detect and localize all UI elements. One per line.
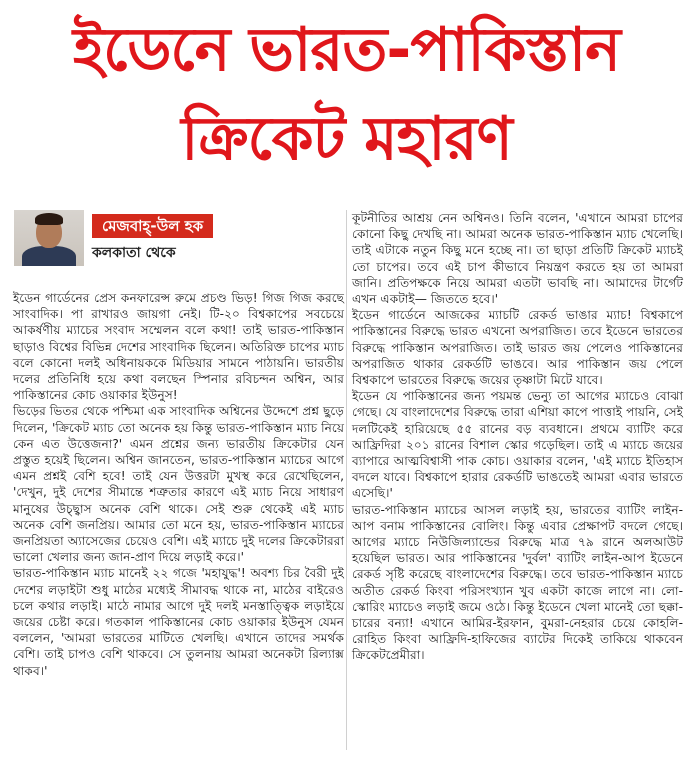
author-name: মেজবাহ্-উল হক	[92, 214, 213, 238]
article-column-right	[352, 210, 683, 664]
paragraph: ইডেন গার্ডেনের প্রেস কনফারেন্স রুমে প্রচণ্ড ভিড়! গিজ গিজ করছে সাংবাদিক। পা রাখারও জায়গা নেই। টি-২০ বিশ্বকাপের সবচেয়ে আকর্ষণীয় ম্যাচের সংবাদ সম্মেলন বলে কথা! তাই ভারত-পাকিস্তান ছাড়াও বিশ্বের বিভিন্ন দেশের সাংবাদিক ছিলেন। অতিরিক্ত চাপের ম্যাচ বলে কোনো দলই অধিনায়ককে মিডিয়ার সামনে পাঠায়নি। ভারতীয় দলের প্রতিনিধি হয়ে কথা বলছেন স্পিনার রবিচন্দন অশ্বিন, আর পাকিস্তানের কোচ ওয়াকার ইউনুস!	[13, 291, 344, 403]
paragraph: ইডেন গার্ডেনে আজকের ম্যাচটি রেকর্ড ভাঙার ম্যাচ! বিশ্বকাপে পাকিস্তানের বিরুদ্ধে ভারত এখনো অপরাজিত। তবে ইডেনে ভারতের বিরুদ্ধে পাকিস্তান অপরাজিত। তাই ভারত জয় পেলেও পাকিস্তানের অপরাজিত থাকার রেকর্ডটি ভাঙবে। আর পাকিস্তান জয় পেলে বিশ্বকাপে ভারতের বিরুদ্ধে জয়ের তৃষ্ণাটা মিটে যাবে।	[352, 308, 683, 388]
paragraph: ইডেন যে পাকিস্তানের জন্য পয়মন্ত ভেন্যু তা আগের ম্যাচেও বোঝা গেছে। যে বাংলাদেশের বিরুদ্ধে তারা এশিয়া কাপে পাত্তাই পায়নি, সেই দলটিকেই হারিয়েছে ৫৫ রানের বড় ব্যবধানে। প্রথমে ব্যাটিং করে আফ্রিদিরা ২০১ রানের বিশাল স্কোর গড়েছিল। তাই এ ম্যাচে জয়ের ব্যাপারে আত্মবিশ্বাসী পাক কোচ। ওয়াকার বলেন, 'এই ম্যাচে ইতিহাস বদলে যাবে। বিশ্বকাপে হারার রেকর্ডটি ভাঙতেই আমরা এবার ভারতে এসেছি।'	[352, 389, 683, 501]
headline	[0, 4, 693, 182]
column-divider	[346, 210, 347, 750]
paragraph: ভারত-পাকিস্তান ম্যাচের আসল লড়াই হয়, ভারতের ব্যাটিং লাইন-আপ বনাম পাকিস্তানের বোলিং। কিন্তু এবার প্রেক্ষাপট বদলে গেছে। আগের ম্যাচে নিউজিল্যান্ডের বিরুদ্ধে মাত্র ৭৯ রানে অলআউট হয়েছিল ভারত। আর পাকিস্তানের 'দুর্বল' ব্যাটিং লাইন-আপ ইডেনে রেকর্ড সৃষ্টি করেছে বাংলাদেশের বিরুদ্ধে। তবে ভারত-পাকিস্তান ম্যাচে অতীত রেকর্ড কিংবা পরিসংখ্যান খুব একটা কাজে লাগে না। লো-স্কোরিং ম্যাচেও লড়াই জমে ওঠে। কিন্তু ইডেনে খেলা মানেই তো ছক্কা-চারের বন্যা! এখানে আমির-ইরফান, বুমরা-নেহরার চেয়ে কোহলি-রোহিত কিংবা আফ্রিদি-হাফিজের ব্যাটের দিকেই তাকিয়ে থাকবেন ক্রিকেটপ্রেমীরা।	[352, 502, 683, 663]
headline-line-1: ইডেনে ভারত-পাকিস্তান	[73, 15, 620, 85]
author-photo	[14, 210, 84, 266]
paragraph: ভিড়ের ভিতর থেকে পশ্চিমা এক সাংবাদিক অশ্বিনের উদ্দেশে প্রশ্ন ছুড়ে দিলেন, 'ক্রিকেট ম্যাচ তো অনেক হয় কিন্তু ভারত-পাকিস্তান ম্যাচ নিয়ে কেন এত উত্তেজনা?' এমন প্রশ্নের জন্য ভারতীয় ক্রিকেটার যেন প্রস্তুত হয়েই ছিলেন। অশ্বিন জানতেন, ভারত-পাকিস্তান ম্যাচের আগে এমন প্রশ্নই বেশি হবে! তাই যেন উত্তরটা মুখস্থ করে রেখেছিলেন, 'দেখুন, দুই দেশের সীমান্তে শত্রুতার কারণে এই ম্যাচ নিয়ে সাধারণ মানুষের উচ্ছ্বাস অনেক বেশি থাকে। সেই শুরু থেকেই এই ম্যাচ অনেক বেশি জনপ্রিয়। আমার তো মনে হয়, ভারত-পাকিস্তান ম্যাচের জনপ্রিয়তা অ্যাসেজের চেয়েও বেশি। এই ম্যাচে দুই দলের ক্রিকেটাররা ভালো খেলার জন্য জান-প্রাণ দিয়ে লড়াই করে।'	[13, 404, 344, 565]
byline	[14, 210, 344, 266]
paragraph: ভারত-পাকিস্তান ম্যাচ মানেই ২২ গজে 'মহাযুদ্ধ'! অবশ্য চির বৈরী দুই দেশের লড়াইটা শুধু মাঠের মধ্যেই সীমাবদ্ধ থাকে না, মাঠের বাইরেও চলে কথার লড়াই। মাঠে নামার আগে দুই দলই মনস্তাত্ত্বিক লড়াইয়ে জয়ের চেষ্টা করে। গতকাল পাকিস্তানের কোচ ওয়াকার ইউনুস যেমন বললেন, 'আমরা ভারতের মাটিতে খেলছি। এখানে তাদের সমর্থক বেশি। তাই চাপও বেশি থাকবে। সে তুলনায় আমরা অনেকটা রিল্যাক্স থাকব।'	[13, 566, 344, 678]
dateline: কলকাতা থেকে	[92, 245, 176, 261]
paragraph: কূটনীতির আশ্রয় নেন অশ্বিনও। তিনি বলেন, 'এখানে আমরা চাপের কোনো কিছু দেখছি না। আমরা অনেক ভারত-পাকিস্তান ম্যাচ খেলেছি। তাই এটাকে নতুন কিছু মনে হচ্ছে না। তা ছাড়া প্রতিটি ক্রিকেট ম্যাচই তো চাপের। তবে এই চাপ কীভাবে নিয়ন্ত্রণ করতে হয় তা আমরা জানি। প্রতিপক্ষকে নিয়ে আমরা এতটা ভাবছি না। আমাদের টার্গেট এখন একটাই— জিততে হবে।'	[352, 211, 683, 307]
headline-line-2: ক্রিকেট মহারণ	[181, 104, 512, 174]
author-photo-body	[22, 246, 76, 266]
author-photo-hair	[35, 213, 63, 225]
article-column-left	[13, 290, 344, 679]
